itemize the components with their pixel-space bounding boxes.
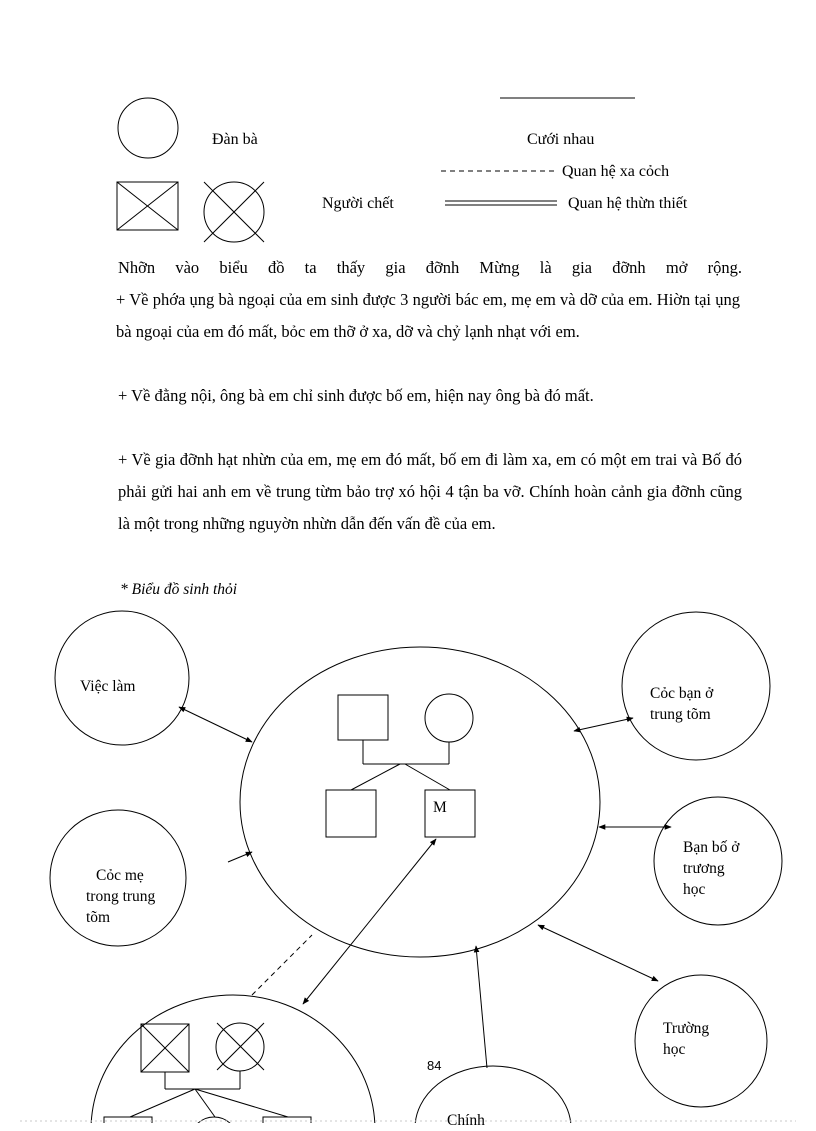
aunt-uncle-symbol-1 [104, 1117, 152, 1123]
brother-symbol [326, 790, 376, 837]
family-circle [240, 647, 600, 957]
mothers-center-label-2: trong trung [86, 888, 156, 905]
ecomap-caption: * Biểu đồ sinh thỏi [120, 581, 238, 598]
paragraph-paternal: + Về đằng nội, ông bà em chỉ sinh được bố em, hiện nay ông bà đó mất. [118, 386, 594, 405]
legend-distant-label: Quan hệ xa cỏch [562, 163, 670, 180]
work-label: Việc làm [80, 678, 136, 695]
legend-woman-label: Đàn bà [212, 131, 258, 148]
extended-family-circle [91, 995, 375, 1123]
legend-dead-label: Người chết [322, 195, 394, 212]
friends-center-label-2: trung tõm [650, 706, 711, 723]
friends-center-label-1: Cỏc bạn ở [650, 685, 714, 702]
aunt-symbol [190, 1117, 238, 1123]
mothers-center-link [228, 852, 252, 862]
dead-grandfather-symbol [141, 1024, 189, 1072]
paragraph-nuclear: + Về gia đỡnh hạt nhừn của em, mẹ em đó mất, bố em đi làm xa, em có một em trai và Bố đó phải gửi hai anh em về trung từm bảo trợ xó hội 4 tận ba vỡ. Chính hoàn cảnh gia đỡnh cũng là một trong những nguyờn nhừn dẫn đến vấn đề của em. [118, 450, 742, 533]
government-link [476, 946, 487, 1068]
paragraph-maternal: + Về phớa ụng bà ngoại của em sinh được 3 người bác em, mẹ em và dỡ của em. Hiờn tại ụng bà ngoại của em đó mất, bỏc em thỡ ở xa, dỡ và chỷ lạnh nhạt với em. [116, 290, 740, 341]
extended-to-client-link [303, 839, 436, 1004]
legend-close-label: Quan hệ thừn thiết [568, 195, 688, 212]
legend-married-label: Cưới nhau [527, 131, 595, 148]
government-label: Chính [447, 1112, 485, 1129]
school-circle [635, 975, 767, 1107]
page-number: 84 [427, 1058, 442, 1073]
friends-center-link [574, 718, 633, 731]
dad-school-friends-label-2: trương [683, 860, 725, 877]
school-link [538, 925, 658, 981]
extended-family-connector-lines [130, 1071, 288, 1117]
work-link [179, 707, 252, 742]
aunt-uncle-symbol-2 [263, 1117, 311, 1123]
client-label: M [433, 799, 447, 816]
government-circle [415, 1066, 571, 1123]
mother-symbol [425, 694, 473, 742]
school-label-2: học [663, 1041, 686, 1058]
mothers-center-label-1: Cỏc mẹ [96, 867, 144, 884]
mothers-center-label-3: tõm [86, 909, 111, 926]
family-connector-lines [351, 740, 450, 790]
dead-grandmother-symbol [216, 1023, 264, 1071]
paragraph-intro: Nhỡn vào biểu đồ ta thấy gia đỡnh Mừng là gia đỡnh mở rộng. [118, 258, 742, 277]
dad-school-friends-label-3: học [683, 881, 706, 898]
extended-distant-link [252, 935, 312, 995]
father-symbol [338, 695, 388, 740]
dad-school-friends-label-1: Bạn bố ở [683, 839, 740, 856]
school-label-1: Trường [663, 1020, 710, 1037]
